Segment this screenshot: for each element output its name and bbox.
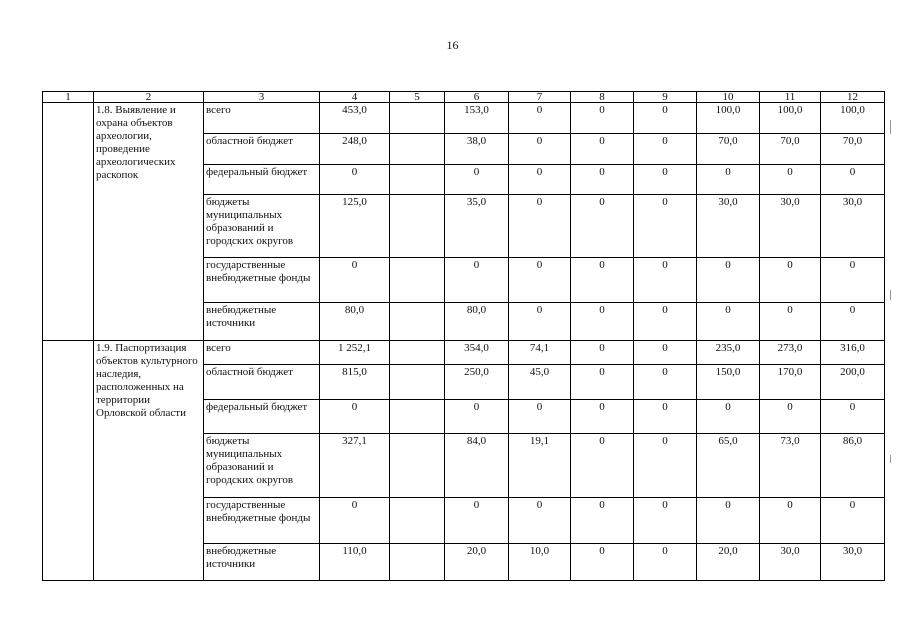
funding-source: бюджеты муниципальных образований и городских округов [204, 434, 320, 498]
value-cell: 65,0 [697, 434, 760, 498]
value-cell: 0 [821, 303, 885, 341]
value-cell: 0 [760, 498, 821, 544]
value-cell [390, 165, 445, 195]
value-cell: 235,0 [697, 341, 760, 365]
value-cell: 35,0 [445, 195, 509, 258]
funding-source: внебюджетные источники [204, 303, 320, 341]
value-cell: 0 [697, 165, 760, 195]
value-cell: 0 [445, 165, 509, 195]
funding-source: областной бюджет [204, 365, 320, 400]
value-cell: 74,1 [509, 341, 571, 365]
funding-source: государственные внебюджетные фонды [204, 258, 320, 303]
value-cell: 0 [821, 258, 885, 303]
column-header: 5 [390, 92, 445, 103]
value-cell: 273,0 [760, 341, 821, 365]
value-cell: 0 [634, 103, 697, 134]
value-cell [390, 195, 445, 258]
value-cell: 0 [571, 434, 634, 498]
value-cell: 0 [509, 165, 571, 195]
value-cell: 80,0 [320, 303, 390, 341]
value-cell: 0 [634, 341, 697, 365]
value-cell [390, 303, 445, 341]
value-cell: 0 [571, 303, 634, 341]
value-cell: 0 [760, 400, 821, 434]
value-cell: 250,0 [445, 365, 509, 400]
column-header: 6 [445, 92, 509, 103]
value-cell: 100,0 [697, 103, 760, 134]
value-cell: 0 [509, 103, 571, 134]
funding-source: всего [204, 341, 320, 365]
value-cell [390, 103, 445, 134]
value-cell [390, 544, 445, 581]
value-cell: 0 [634, 400, 697, 434]
value-cell: 0 [697, 498, 760, 544]
table-row [43, 341, 885, 365]
value-cell: 200,0 [821, 365, 885, 400]
value-cell: 70,0 [697, 134, 760, 165]
value-cell: 30,0 [821, 544, 885, 581]
value-cell: 0 [760, 303, 821, 341]
value-cell [390, 498, 445, 544]
value-cell: 0 [445, 258, 509, 303]
value-cell [390, 434, 445, 498]
value-cell: 30,0 [697, 195, 760, 258]
scan-artifact [890, 290, 891, 300]
value-cell: 20,0 [445, 544, 509, 581]
value-cell: 0 [697, 400, 760, 434]
column-header: 9 [634, 92, 697, 103]
page-number: 16 [446, 38, 459, 52]
value-cell [390, 400, 445, 434]
column-header: 10 [697, 92, 760, 103]
value-cell: 150,0 [697, 365, 760, 400]
cell-empty-number [43, 103, 94, 341]
value-cell: 0 [571, 365, 634, 400]
value-cell: 0 [760, 258, 821, 303]
funding-source: бюджеты муниципальных образований и городских округов [204, 195, 320, 258]
value-cell: 0 [571, 195, 634, 258]
value-cell: 1 252,1 [320, 341, 390, 365]
header-row [43, 92, 885, 103]
section-name: 1.9. Паспортизация объектов культурного наследия, расположенных на территории Орловской области [94, 341, 204, 581]
value-cell: 20,0 [697, 544, 760, 581]
value-cell: 170,0 [760, 365, 821, 400]
value-cell: 0 [509, 498, 571, 544]
column-header: 4 [320, 92, 390, 103]
value-cell: 0 [571, 103, 634, 134]
value-cell: 0 [571, 341, 634, 365]
value-cell: 0 [571, 400, 634, 434]
value-cell: 86,0 [821, 434, 885, 498]
value-cell: 0 [320, 258, 390, 303]
value-cell: 0 [821, 165, 885, 195]
value-cell: 153,0 [445, 103, 509, 134]
value-cell: 110,0 [320, 544, 390, 581]
value-cell: 0 [320, 165, 390, 195]
value-cell: 0 [509, 303, 571, 341]
column-header: 12 [821, 92, 885, 103]
value-cell: 0 [821, 400, 885, 434]
value-cell: 0 [445, 400, 509, 434]
funding-source: внебюджетные источники [204, 544, 320, 581]
value-cell: 0 [634, 134, 697, 165]
value-cell: 0 [634, 498, 697, 544]
scan-artifact [890, 455, 891, 463]
value-cell: 316,0 [821, 341, 885, 365]
value-cell [390, 341, 445, 365]
value-cell: 0 [571, 544, 634, 581]
value-cell: 0 [634, 544, 697, 581]
value-cell: 0 [571, 258, 634, 303]
value-cell: 248,0 [320, 134, 390, 165]
value-cell: 0 [571, 165, 634, 195]
value-cell: 0 [760, 165, 821, 195]
value-cell: 38,0 [445, 134, 509, 165]
funding-source: государственные внебюджетные фонды [204, 498, 320, 544]
funding-source: областной бюджет [204, 134, 320, 165]
value-cell: 0 [697, 258, 760, 303]
column-header: 11 [760, 92, 821, 103]
value-cell: 19,1 [509, 434, 571, 498]
value-cell: 70,0 [760, 134, 821, 165]
value-cell: 0 [571, 498, 634, 544]
funding-source: всего [204, 103, 320, 134]
value-cell: 354,0 [445, 341, 509, 365]
value-cell: 10,0 [509, 544, 571, 581]
value-cell: 73,0 [760, 434, 821, 498]
value-cell: 0 [320, 400, 390, 434]
value-cell [390, 134, 445, 165]
value-cell [390, 258, 445, 303]
value-cell: 0 [445, 498, 509, 544]
column-header: 1 [43, 92, 94, 103]
cell-empty-number [43, 341, 94, 581]
column-header: 2 [94, 92, 204, 103]
value-cell: 0 [634, 434, 697, 498]
value-cell: 0 [509, 134, 571, 165]
value-cell: 0 [509, 400, 571, 434]
value-cell: 0 [821, 498, 885, 544]
value-cell: 453,0 [320, 103, 390, 134]
funding-source: федеральный бюджет [204, 165, 320, 195]
funding-source: федеральный бюджет [204, 400, 320, 434]
table-body [43, 103, 885, 581]
value-cell: 30,0 [760, 544, 821, 581]
value-cell: 0 [634, 195, 697, 258]
value-cell: 80,0 [445, 303, 509, 341]
value-cell: 0 [509, 258, 571, 303]
value-cell: 0 [634, 258, 697, 303]
value-cell: 125,0 [320, 195, 390, 258]
column-header: 7 [509, 92, 571, 103]
value-cell: 0 [634, 365, 697, 400]
value-cell: 0 [634, 165, 697, 195]
value-cell: 815,0 [320, 365, 390, 400]
value-cell [390, 365, 445, 400]
value-cell: 100,0 [760, 103, 821, 134]
value-cell: 327,1 [320, 434, 390, 498]
value-cell: 0 [320, 498, 390, 544]
value-cell: 30,0 [760, 195, 821, 258]
column-header: 3 [204, 92, 320, 103]
value-cell: 0 [697, 303, 760, 341]
value-cell: 0 [634, 303, 697, 341]
scan-artifact [890, 120, 891, 134]
value-cell: 70,0 [821, 134, 885, 165]
value-cell: 45,0 [509, 365, 571, 400]
section-name: 1.8. Выявление и охрана объектов археологии, проведение археологических раскопок [94, 103, 204, 341]
value-cell: 100,0 [821, 103, 885, 134]
value-cell: 0 [571, 134, 634, 165]
value-cell: 84,0 [445, 434, 509, 498]
column-header: 8 [571, 92, 634, 103]
budget-table [42, 91, 885, 581]
value-cell: 30,0 [821, 195, 885, 258]
table-row [43, 103, 885, 134]
value-cell: 0 [509, 195, 571, 258]
